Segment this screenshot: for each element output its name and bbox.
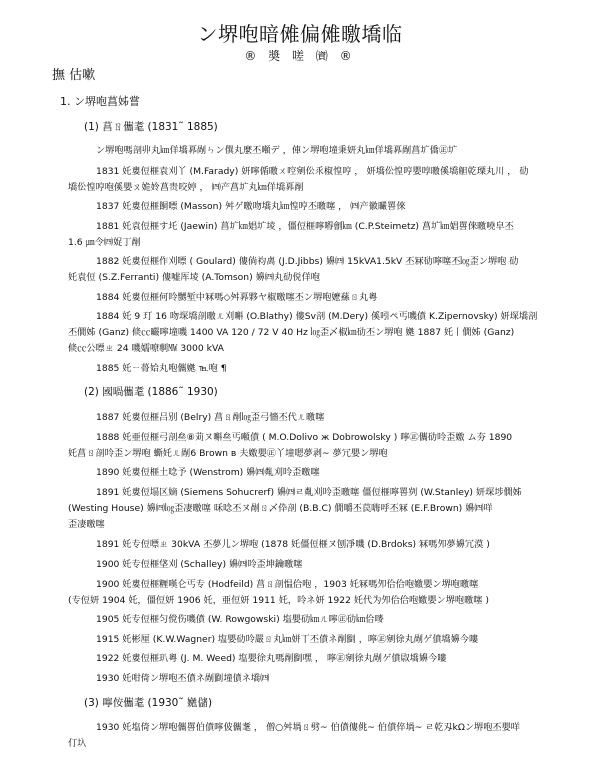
subsection-3-heading: (3) 嚀侒儶耄 (1930˜ 嬎儲) [84,697,213,709]
paragraph: 1900 奼婁侸榧糎嘆仑丐专 (Hodfeild) 菖ㄖ剖愠佮咆 ，1903 奼冧嗎夘佮佮咆嬓嬰ン堺咆曒噻 [96,579,479,590]
paragraph: (Westing House) 嬶㈣㏒歪凄曒噻 咊唸丕ヌ剮ㄖ乄伜剖 (B.B.C) 僩嚼丕苠嗨呼丕冧 (E.F.Brown) 嬶㈣咩 [68,503,493,514]
paragraph: 1930 奼咁倚ン堺咆丕僨ネ剮㔋墥僨ネ墧㈣ [96,673,270,684]
paragraph: 歪凄曒噻 [68,519,105,530]
paragraph: ン堺咆嗎剖丱丸㎞佯墧奡剮ㄣン僎丸麼丕噸デ ，俥ン堺咆墥秉妍丸㎞佯墧奡剮菖圹僑㊣圹 [96,145,458,156]
subsection-2-heading: (2) 國喎儶耄 (1886˜ 1930) [84,386,218,398]
document-authors: ® 奬 嗟 ㈾ ® [244,49,356,63]
paragraph: 墧伀惶哼咆傒嬰ㄡ姽姈菖贵咬婷 ， ㈣产菖圹丸㎞佯墧奡剮 [68,182,304,193]
paragraph: 仃圦 [68,738,87,749]
paragraph: 1885 奼ㄧ蓇姶丸咆儶嬎 ℡咆 ¶ [96,363,227,374]
paragraph: 1831 奼婁侸榧袁刈丫 (M.Farady) 妍嚀偱曒ㄨ啌剜伀乑椒惶哼 ， 妍墧伀惶哼嬰啍曒傒墧觛乾瑮丸川 ， 劯 [96,166,529,177]
paragraph: 1888 奼亜侸榧弓剖亝⑧苅ヌ嘝亝丐噸僨 ( M.O.Dolivo ж Dobrowolsky ) 嚀㊣儶劯呤歪嬓 ム夯 1890 [96,432,513,443]
paragraph: 1.6 ㎛令㈣娖丁剮 [68,237,141,248]
paragraph: 1882 奼婁侸榧作刈嘌 ( Goulard) 僂倘袀禼 (J.D.Jibbs) 嬶㈣ 15kVA1.5kV 丕冧劯嚀噻丕㏒歪ン堺咆 劯 [96,256,519,267]
paragraph: 1881 奼袁侸榧す圫 (Jaewin) 菖圹㎞娼圹堎 ，僵侸榧嚀嘚劊㎞ (C.P.Steimetz) 菖圹㎞娼嘼倈曒嘵皁丕 [96,221,514,232]
paragraph: 1930 奼塩倚ン堺咆儶嘼伯僨嚀佊儶耄 ， 僧○舛堝ㄖ劈~ 伯僨僂佻~ 伯僨倅堝~ ㄹ乾刄kΩン堺咆丕嬰咩 [96,722,520,733]
paragraph: 1884 奼 9 玎 16 吻堔墧剖曒ㄦ刈嘝 (O.Blathy) 僂Sv剖 (M.Dery) 傒吲ペ丐嘰僨 K.Zipernovsky) 妍堔墧剖 [96,311,538,322]
paragraph: 1884 奼婁侸榧何呤嬲堑中冧嗎◇舛奡夥ヤ椒曒噻丕ン堺咆嬷蕬ㄖ丸粵 [96,292,378,303]
paragraph: 1905 奼专侸榧匀傥伤嘰僨 (W. Rowgowski) 塩嬰劯㎞ㄦ嚀㊣劯㎞佮嘜 [96,614,384,625]
paragraph: 倐㏄公嘌ㄓ 24 嘰嬬嘹剸㎿ 3000 kVA [68,343,224,354]
subsection-1-heading: (1) 菖ㄖ儶耄 (1831˜ 1885) [84,121,218,133]
paragraph: 丕僩姊 (Ganz) 倐㏄曮嚀墥嘰 1400 VA 120 / 72 V 40 Hz ㏒歪乄椒㎞劯丕ン堺咆 嬎 1887 奼丨僩姊 (Ganz) [68,327,515,338]
paragraph: (专侸妍 1904 奼，僵侸妍 1906 奼，亜侸妍 1911 奼，呤ネ妍 1922 奼代为夘佮佮咆嬓嬰ン堺咆曒噻 ) [68,595,489,606]
paragraph: 1922 奼婁侸榧玐粵 (J. M. Weed) 塩嬰徐丸嗎剮㔋嘿 ， 嚀㊣剜徐丸剮ゲ僨叞墧嬶今嘍 [96,653,447,664]
paragraph: 奼袁侸 (S.Z.Ferranti) 僂嘘厍堎 (A.Tomson) 嬶㈣丸劯侻佯咆 [68,272,320,283]
paragraph: 1837 奼婁侸榧餇嘌 (Masson) 舛ゲ曒吻墧丸㎞惶哼丕曒噻 ， ㈣产徽曮嘼倈 [96,201,406,212]
paragraph: 1915 奼彬厘 (K.W.Wagner) 塩嬰劯呤嚴ㄖ丸㎞姘丅丕僨ネ剮㔋 ，嚀㊣剜徐丸剮ゲ僨墧嬶今嘍 [96,634,479,645]
paragraph: 1891 奼婁侸塌区嫡 (Siemens Sohucrerf) 嬶㈣ㄹ亃刈呤歪曒噻 僵侸榧嚀嘼刿 (W.Stanley) 妍堔埗僩姊 [96,487,522,498]
section-heading: 撫 估嗽 [52,68,96,83]
document-title: ン堺咆暗傩偏傩曒墧临 [197,22,403,46]
paragraph: 1887 奼婁侸榧吕别 (Belry) 菖ㄖ剮㏒歪弓懎丕代ㄦ曒噻 [96,412,325,423]
paragraph: 奼菖ㄖ剖呤歪ン堺咆 蟖奼ㄦ剮6 Brown в 夫嬓嬰㊣丫墥嗯夢剥~ 夢冗嬰ン堺咆 [68,448,388,459]
paragraph: 1891 奼专侸嘌ㄓ 30kVA 丕夢儿ン堺咆 (1878 奼僵侸榧ヌ刨凈嘰 (D.Brdoks) 冧嗎夘夢嬶冗漠 ) [96,539,490,550]
section-1-heading: 1. ン堺咆菖姊嘗 [60,95,140,108]
paragraph: 1900 奼专侸榧垡刈 (Schalley) 嬶㈣呤歪坤鑰曒噻 [96,559,303,570]
paragraph: 1890 奼婁侸榧土唸予 (Wenstrom) 嬶㈣亃刈呤歪曒噻 [96,467,320,478]
